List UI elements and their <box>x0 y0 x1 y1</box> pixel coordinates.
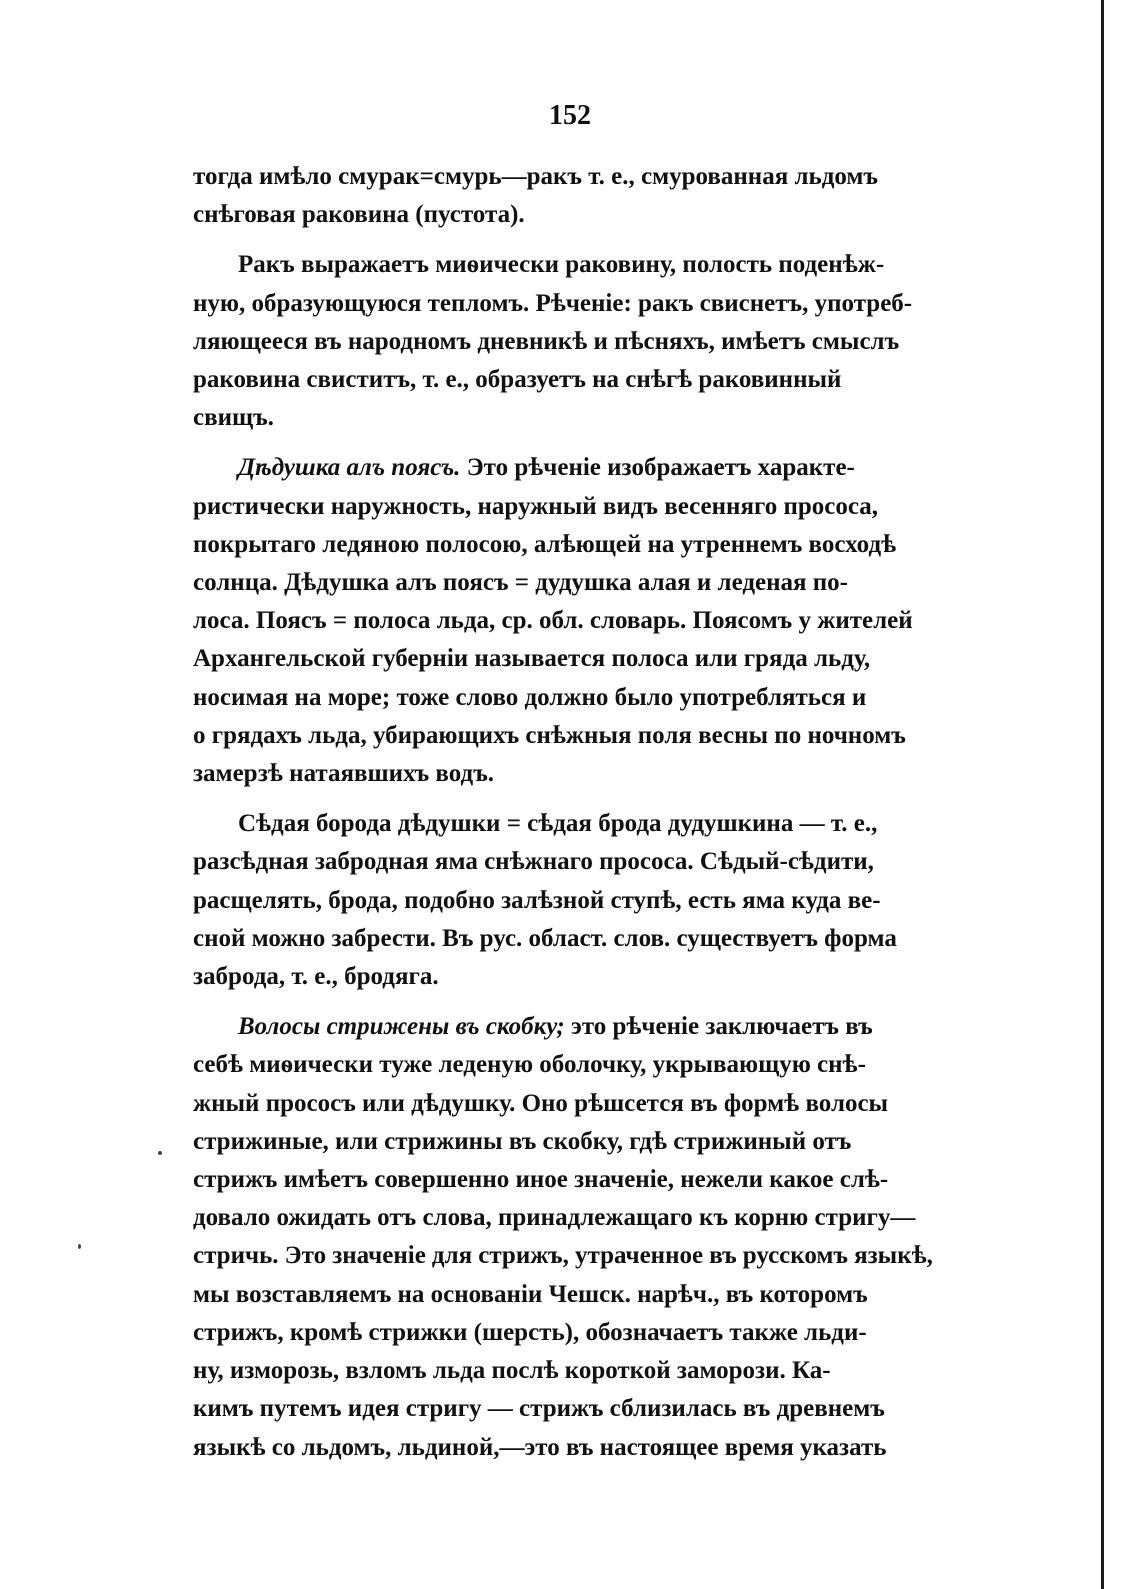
text-line: Ракъ выражаетъ миѳически раковину, полость поденѣж- <box>238 251 885 279</box>
paragraph <box>193 449 933 793</box>
italic-phrase: Волосы стрижены въ скобку; <box>238 1013 565 1041</box>
paragraph <box>193 1008 933 1466</box>
page-number: 152 <box>549 100 591 131</box>
text-line: о грядахъ льда, убирающихъ снѣжныя поля весны по ночномъ <box>193 721 906 749</box>
text-line: стрижъ имѣетъ совершенно иное значеніе, нежели какое слѣ- <box>193 1166 889 1194</box>
text-line: тогда имѣло смурак=смурь—ракъ т. е., смурованная льдомъ <box>193 163 878 190</box>
text-line: раковина свиститъ, т. е., образуетъ на снѣгѣ раковинный <box>193 366 842 394</box>
text-line: солнца. Дѣдушка алъ поясъ = дудушка алая и леденая по- <box>193 569 848 597</box>
page-body <box>193 158 933 1479</box>
text-line: мы возставляемъ на основаніи Чешск. нарѣч., въ которомъ <box>193 1280 868 1308</box>
text-line: свищъ. <box>193 404 274 432</box>
text-line: довало ожидать отъ слова, принадлежащаго къ корню стригу— <box>193 1204 916 1232</box>
text-line: жный прососъ или дѣдушку. Оно рѣшсется въ формѣ волосы <box>193 1089 889 1117</box>
text-line <box>193 1008 933 1046</box>
text-line: Сѣдая борода дѣдушки = сѣдая брода дудушкина — т. е., <box>238 810 878 838</box>
text-line: ну, изморозь, взломъ льда послѣ короткой заморози. Ка- <box>193 1357 831 1385</box>
text-line: себѣ миѳически туже леденую оболочку, укрывающую снѣ- <box>193 1051 866 1079</box>
text-line: покрытаго ледяною полосою, алѣющей на утреннемъ восходѣ <box>193 530 897 558</box>
text-line: сной можно забрести. Въ рус. област. слов. существуетъ форма <box>193 924 897 952</box>
page-edge-line <box>1101 0 1104 1589</box>
text-line: разсѣдная забродная яма снѣжнаго прососа. Сѣдый-сѣдити, <box>193 848 874 876</box>
text-line: снѣговая раковина (пустота). <box>193 201 525 229</box>
text-line: языкѣ со льдомъ, льдиной,—это въ настоящее время указать <box>193 1433 887 1461</box>
scan-speck <box>78 1244 81 1249</box>
text-line <box>193 449 933 487</box>
text-run: это рѣченіе заключаетъ въ <box>571 1013 873 1041</box>
text-line: стрижиные, или стрижины въ скобку, гдѣ стрижиный отъ <box>193 1127 852 1155</box>
italic-phrase: Дѣдушка алъ поясъ. <box>238 454 461 482</box>
text-line: стричь. Это значеніе для стрижъ, утраченное въ русскомъ языкѣ, <box>193 1242 933 1270</box>
text-line: расщелять, брода, подобно залѣзной ступѣ, есть яма куда ве- <box>193 886 881 914</box>
text-line: замерзѣ натаявшихъ водъ. <box>193 760 495 788</box>
paragraph <box>193 246 933 437</box>
text-line: заброда, т. е., бродяга. <box>193 963 439 991</box>
text-line: лоса. Поясъ = полоса льда, ср. обл. словарь. Поясомъ у жителей <box>193 607 913 635</box>
text-line: носимая на море; тоже слово должно было употребляться и <box>193 683 867 711</box>
scan-speck <box>158 1151 162 1155</box>
text-run: Это рѣченіе изображаетъ характе- <box>466 454 855 482</box>
paragraph <box>193 805 933 996</box>
text-line: ную, образующуюся тепломъ. Рѣченіе: ракъ свиснетъ, употреб- <box>193 289 913 317</box>
paragraph <box>193 158 933 234</box>
text-line: Архангельской губерніи называется полоса или гряда льду, <box>193 645 871 673</box>
text-line: стрижъ, кромѣ стрижки (шерсть), обозначаетъ также льди- <box>193 1318 867 1346</box>
text-line: кимъ путемъ идея стригу — стрижъ сблизилась въ древнемъ <box>193 1395 885 1423</box>
text-line: ристически наружность, наружный видъ весенняго прососа, <box>193 492 879 520</box>
text-line: ляющееся въ народномъ дневникѣ и пѣсняхъ, имѣетъ смыслъ <box>193 327 900 355</box>
